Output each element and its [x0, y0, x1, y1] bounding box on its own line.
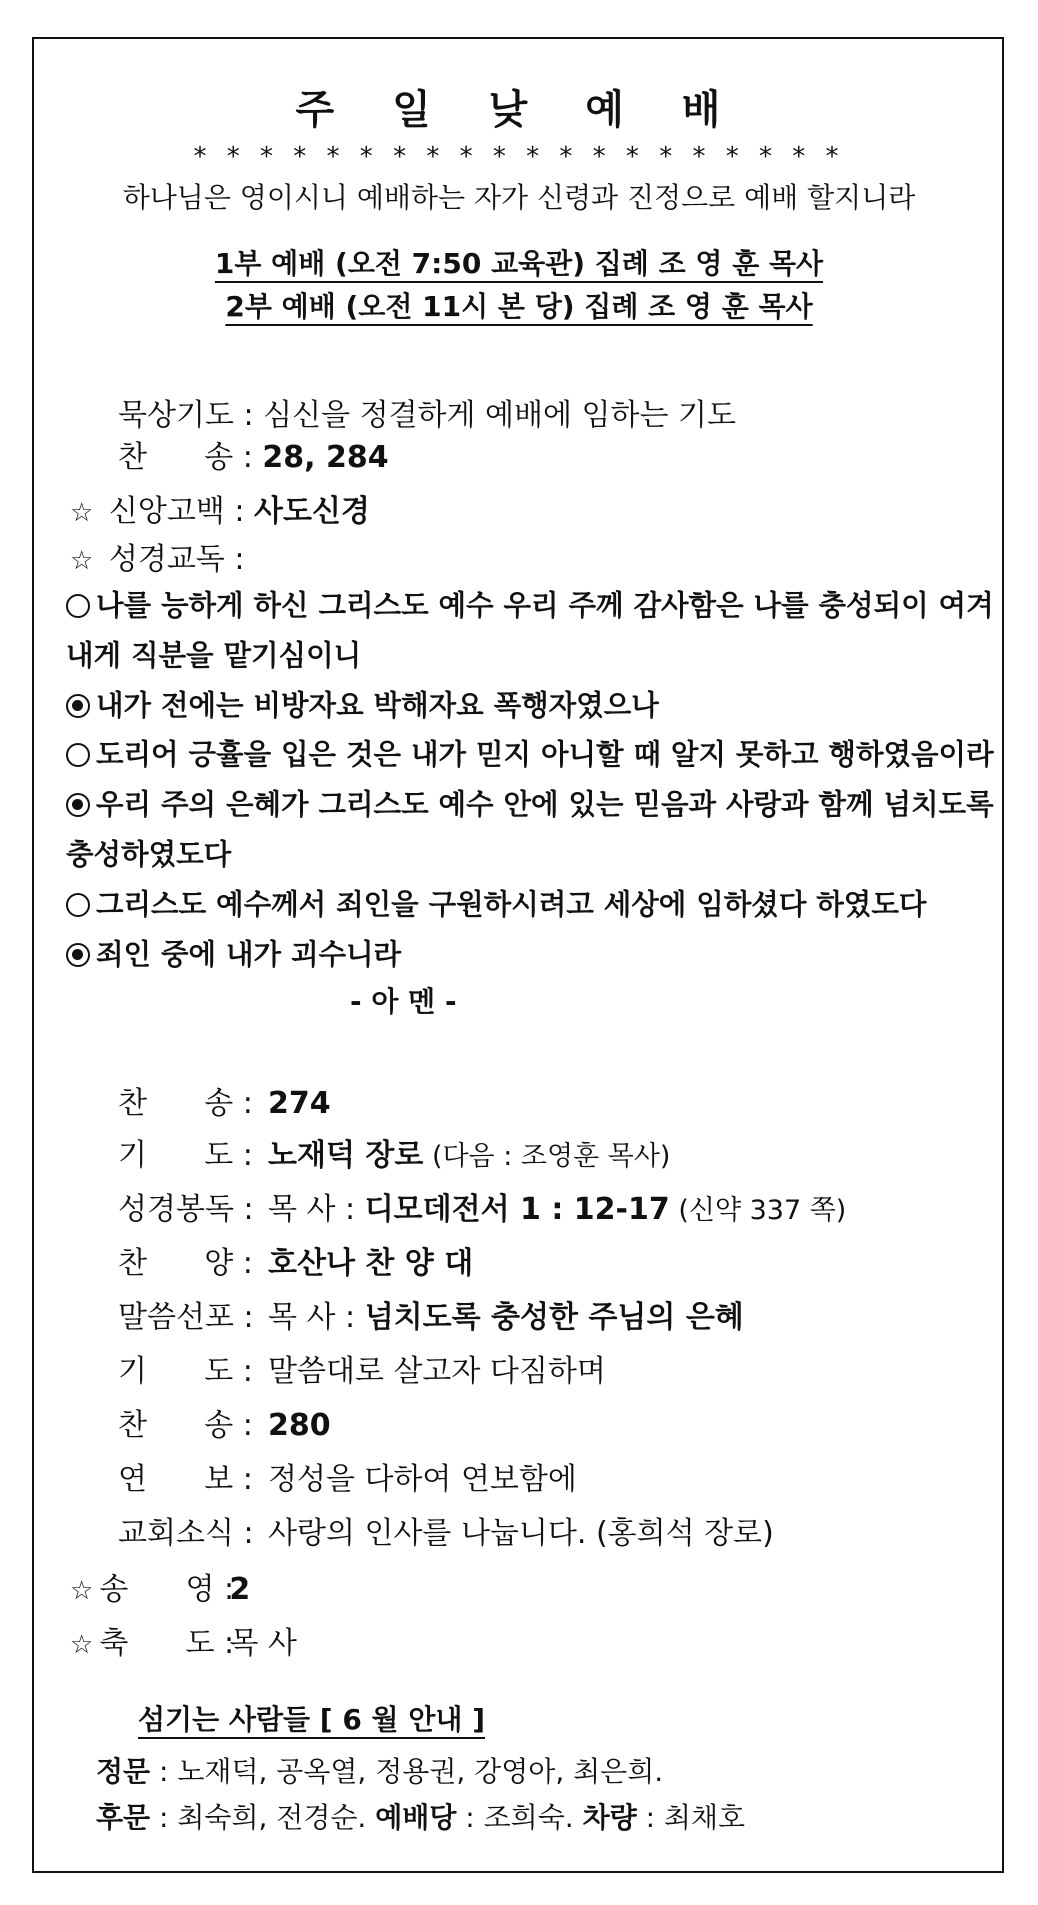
star-icon: ☆: [70, 1630, 94, 1660]
filled-circle-icon: [66, 943, 90, 967]
sanctuary-label: 예배당: [375, 1801, 457, 1834]
reading-line: 우리 주의 은혜가 그리스도 예수 안에 있는 믿음과 사랑과 함께 넘치도록: [66, 782, 994, 823]
reading-line: 그리스도 예수께서 죄인을 구원하시려고 세상에 임하셨다 하였도다: [66, 882, 926, 923]
order-value: 호산나 찬 양 대: [268, 1246, 474, 1281]
responsive-label: 성경교독 :: [108, 542, 245, 577]
open-circle-icon: [66, 893, 90, 917]
order-row: [118, 1454, 577, 1498]
front-door-value: : 노재덕, 공옥열, 정용권, 강영아, 최은희.: [150, 1755, 664, 1788]
star-divider: * * * * * * * * * * * * * * * * * * * *: [193, 142, 845, 172]
reading-line: 충성하였도다: [66, 838, 232, 871]
service-2: [0, 285, 1038, 325]
servers-title: 섬기는 사람들 [ 6 월 안내 ]: [138, 1703, 485, 1736]
order-row: [118, 1078, 331, 1122]
back-door-label: 후문: [96, 1801, 151, 1834]
service-1-text: 1부 예배 (오전 7:50 교육관) 집례 조 영 훈 목사: [214, 247, 824, 280]
order-detail: (신약 337 쪽): [669, 1195, 847, 1226]
order-value: 274: [268, 1086, 331, 1121]
front-door-label: 정문: [96, 1755, 151, 1788]
star-icon: ☆: [70, 1576, 94, 1606]
hymn-row-1: [118, 432, 389, 476]
order-label: 연 보 :: [118, 1462, 253, 1497]
order-value: 노재덕 장로: [268, 1138, 424, 1173]
vehicle-value: : 최채호: [636, 1801, 746, 1834]
meditation-label: 묵상기도 :: [118, 398, 254, 433]
order-row: [118, 1292, 744, 1336]
order-row: [118, 1508, 774, 1552]
reading-line: 내가 전에는 비방자요 박해자요 폭행자였으나: [66, 683, 659, 724]
back-door-row: [96, 1796, 745, 1836]
order-row: [118, 1184, 846, 1228]
order-row: [70, 1618, 297, 1662]
order-row: [118, 1130, 670, 1174]
reading-line: 나를 능하게 하신 그리스도 예수 우리 주께 감사함은 나를 충성되이 여겨: [66, 583, 994, 624]
order-detail: 사랑의 인사를 나눕니다. (홍희석 장로): [268, 1516, 774, 1551]
service-1: [0, 242, 1038, 282]
meditation-row: [118, 390, 736, 434]
responsive-row: [70, 534, 244, 578]
order-label: 송 영 :: [99, 1572, 235, 1607]
reading-line: 죄인 중에 내가 괴수니라: [66, 932, 401, 973]
order-detail: 말씀대로 살고자 다짐하며: [268, 1354, 606, 1389]
filled-circle-icon: [66, 694, 90, 718]
verse-line: 하나님은 영이시니 예배하는 자가 신령과 진정으로 예배 할지니라: [122, 181, 916, 214]
sanctuary-value: : 조희숙.: [456, 1801, 583, 1834]
order-detail: 정성을 다하여 연보함에: [268, 1462, 577, 1497]
order-prefix: 목 사 :: [268, 1300, 365, 1335]
creed-label: 신앙고백 :: [108, 494, 245, 529]
creed-value: 사도신경: [253, 494, 370, 529]
order-label: 찬 송 :: [118, 1408, 253, 1443]
order-row: [118, 1238, 473, 1282]
meditation-value: 심신을 정결하게 예배에 임하는 기도: [263, 398, 736, 433]
order-label: 찬 양 :: [118, 1246, 253, 1281]
filled-circle-icon: [66, 793, 90, 817]
order-detail: (다음 : 조영훈 목사): [423, 1141, 671, 1172]
order-label: 기 도 :: [118, 1354, 253, 1389]
order-value: 280: [268, 1408, 331, 1443]
front-door-row: [96, 1750, 663, 1790]
reading-line: 내게 직분을 맡기심이니: [66, 639, 362, 672]
order-label: 찬 송 :: [118, 1086, 253, 1121]
back-door-value: : 최숙희, 전경순.: [150, 1801, 376, 1834]
order-row: [70, 1564, 250, 1608]
order-value: 2: [229, 1572, 251, 1607]
order-value: 디모데전서 1 : 12-17: [364, 1192, 670, 1227]
open-circle-icon: [66, 743, 90, 767]
page-title: 주 일 낮 예 배: [295, 87, 743, 133]
reading-line: 도리어 긍휼을 입은 것은 내가 믿지 아니할 때 알지 못하고 행하였음이라: [66, 732, 994, 773]
order-label: 축 도 :: [99, 1626, 235, 1661]
order-label: 성경봉독 :: [118, 1192, 254, 1227]
order-row: [118, 1346, 606, 1390]
order-label: 교회소식 :: [118, 1516, 254, 1551]
order-detail: 목 사: [229, 1626, 297, 1661]
star-icon: ☆: [70, 498, 94, 528]
amen: - 아 멘 -: [350, 985, 457, 1018]
service-2-text: 2부 예배 (오전 11시 본 당) 집례 조 영 훈 목사: [225, 290, 813, 323]
star-icon: ☆: [70, 546, 94, 576]
open-circle-icon: [66, 594, 90, 618]
creed-row: [70, 486, 370, 530]
hymn-label: 찬 송 :: [118, 440, 253, 475]
hymn-value: 28, 284: [262, 440, 389, 475]
order-label: 기 도 :: [118, 1138, 253, 1173]
order-row: [118, 1400, 331, 1444]
order-prefix: 목 사 :: [268, 1192, 365, 1227]
vehicle-label: 차량: [582, 1801, 637, 1834]
order-value: 넘치도록 충성한 주님의 은혜: [364, 1300, 744, 1335]
order-label: 말씀선포 :: [118, 1300, 254, 1335]
